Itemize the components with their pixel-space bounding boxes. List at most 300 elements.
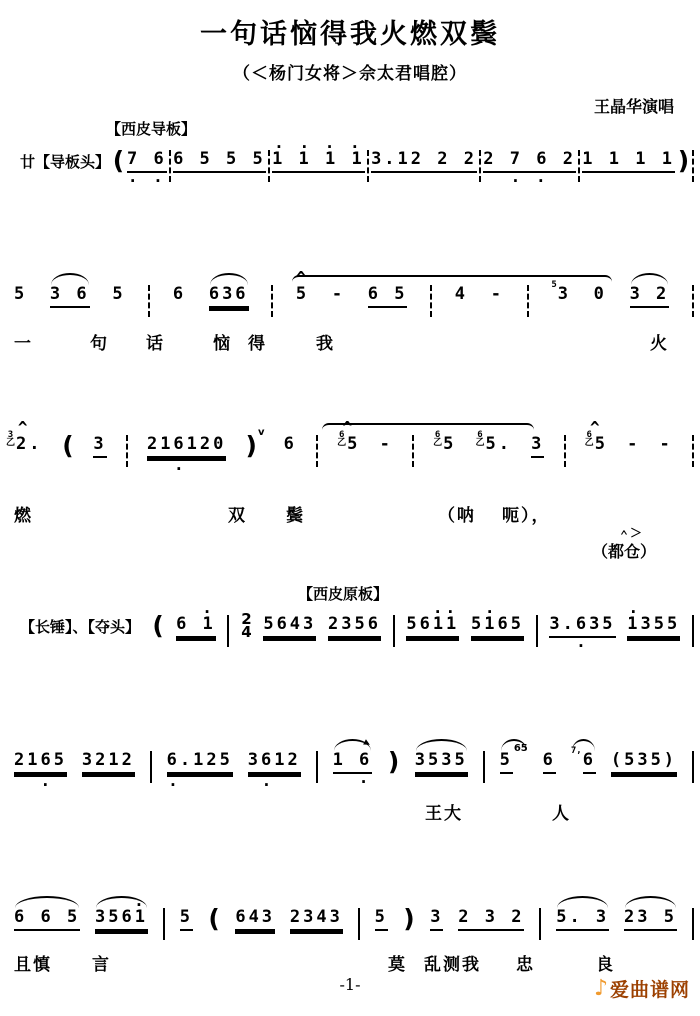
parenthesis <box>208 896 221 942</box>
barline-dash <box>692 150 694 182</box>
note-digits: 23 5 <box>624 907 677 931</box>
octave-dots-below <box>491 641 504 651</box>
note-digits: 6 <box>543 750 556 774</box>
grace-note <box>585 431 594 447</box>
music-system-3 <box>0 405 700 561</box>
barline-dash <box>367 150 369 182</box>
note-digits: 3212 <box>82 750 135 774</box>
slur-arc <box>292 268 612 290</box>
grace-note-digit: 6 <box>586 430 592 440</box>
octave-dots-below <box>190 641 203 651</box>
octave-dots-above <box>576 896 589 907</box>
octave-dots-above <box>348 603 361 614</box>
music-system-6 <box>0 878 700 978</box>
note-digits: 5 <box>112 284 126 304</box>
lyric: 话 <box>146 334 165 354</box>
octave-dots-above <box>638 739 651 750</box>
parenthesis <box>62 423 75 469</box>
barline-dash <box>126 435 128 467</box>
note-digits: 6 <box>283 434 297 454</box>
page-footer <box>0 975 700 1005</box>
lyric: 且慎 <box>14 955 52 975</box>
note-cell <box>263 603 316 651</box>
parenthesis <box>403 896 416 942</box>
note-digits: 7 6 <box>127 149 167 173</box>
lyric: 人 <box>552 804 571 824</box>
note-row <box>0 598 694 651</box>
watermark-link[interactable] <box>594 975 690 1002</box>
octave-dots-above <box>283 603 296 614</box>
note-digits: 3 <box>557 284 571 304</box>
octave-dots-below <box>18 456 31 466</box>
music-system-2 <box>0 255 700 355</box>
octave-dots-below <box>576 931 589 941</box>
note-cell <box>406 598 460 651</box>
barline-dash <box>564 435 566 467</box>
barline-dash <box>692 435 694 467</box>
octave-dots-below <box>455 306 468 316</box>
note-digits: 3.635 <box>549 614 615 638</box>
octave-dots-below <box>660 456 673 466</box>
note-digits: 0 <box>593 284 607 304</box>
octave-dots-above <box>622 138 635 149</box>
time-signature-digit: 4 <box>241 623 252 641</box>
note-digits: 636 <box>209 284 249 308</box>
note-digits: ( <box>62 431 74 460</box>
lyric: 双 <box>228 506 247 526</box>
note-digits: - <box>379 434 393 454</box>
lyric: 我 <box>316 334 335 354</box>
grace-note-digit: 乙 <box>337 438 347 448</box>
page-subtitle: （＜杨门女将＞佘太君唱腔） <box>233 64 467 84</box>
note-cell <box>471 598 524 651</box>
note-cell <box>6 418 43 466</box>
note-cell <box>284 423 297 466</box>
note-digits: - <box>659 434 673 454</box>
octave-dots-above <box>660 423 673 434</box>
note-digits: 643 <box>235 907 275 931</box>
note-cell <box>14 896 80 941</box>
octave-dots-above <box>141 138 154 149</box>
banqiang-tag: 【西皮原板】 <box>298 585 389 603</box>
note-digits: 3 <box>430 907 443 931</box>
octave-dots-below <box>249 934 262 944</box>
note-cell <box>415 739 468 787</box>
octave-dots-above <box>576 603 589 614</box>
lyric: 鬓 <box>286 506 305 526</box>
grace-note-digit: 乙 <box>6 438 16 448</box>
octave-dots-above <box>543 739 556 750</box>
parenthesis <box>387 739 400 785</box>
barline-solid <box>150 751 152 783</box>
note-digits: 2. <box>16 434 43 454</box>
lyric: 良 <box>596 955 615 975</box>
grace-note-digit: 乙 <box>433 438 443 448</box>
octave-dots-above <box>180 896 193 907</box>
note-digits: 6 5 5 5 <box>173 149 266 173</box>
octave-dots-below <box>638 777 651 787</box>
note-digits: 1 1 1 1 <box>582 149 675 173</box>
octave-dots-above <box>222 273 235 284</box>
note-digits: 3 <box>531 434 544 458</box>
octave-dots-below <box>296 306 309 316</box>
barline-dash <box>169 150 171 182</box>
system-label: 【长锤】、【夺头】 <box>20 618 141 636</box>
note-digits: 5 <box>375 907 388 931</box>
note-cell <box>549 603 616 651</box>
note-cell <box>93 423 106 468</box>
note-cell <box>627 423 640 466</box>
note-cell <box>571 739 596 784</box>
note-digits: ) <box>387 747 400 776</box>
note-cell <box>556 896 609 941</box>
octave-dots-below <box>381 308 394 318</box>
note-cell <box>500 739 528 784</box>
octave-dots-below <box>487 456 500 466</box>
note-digits: 5 <box>295 284 310 304</box>
octave-dots-below <box>348 641 361 651</box>
note-cell <box>50 273 90 318</box>
lyric: 燃 <box>14 506 33 526</box>
octave-dots-below <box>102 777 115 787</box>
note-digits: 5611 <box>406 614 459 638</box>
barline-dash <box>479 150 481 182</box>
grace-note-digit: 乙 <box>475 438 485 448</box>
octave-dots-above <box>523 138 536 149</box>
note-digits: 6.125 <box>167 750 233 774</box>
note-digits: ) <box>245 431 257 460</box>
octave-dots-above <box>418 138 431 149</box>
note-digits: 5. 3 <box>556 907 609 931</box>
octave-dots-below <box>208 932 221 942</box>
note-digits: ) <box>677 146 690 175</box>
octave-dots-above <box>310 896 323 907</box>
percussion-annotation <box>592 527 656 562</box>
octave-dots-below <box>14 306 27 316</box>
barline-solid <box>692 615 694 647</box>
octave-dots-below: . <box>248 771 300 790</box>
octave-dots-above <box>284 423 297 434</box>
octave-dots-below <box>112 174 125 184</box>
note-digits: 2165 <box>14 750 67 774</box>
octave-dots-below <box>387 775 400 785</box>
note-cell <box>235 896 275 944</box>
page-number: -1- <box>339 975 361 994</box>
octave-dots-above: ^ <box>342 418 356 437</box>
barline-dash <box>148 285 150 317</box>
octave-dots-below <box>435 777 448 787</box>
note-digits: 216120 <box>147 434 226 458</box>
octave-dots-below: . <box>15 771 66 790</box>
octave-dots-below <box>312 173 325 183</box>
watermark-site-name: 爱曲谱网 <box>609 979 690 1001</box>
time-signature-digit: 2 <box>241 610 252 628</box>
octave-dots-below <box>677 174 690 184</box>
note-cell <box>173 273 186 316</box>
slur-arc <box>322 418 534 438</box>
note-digits: 3612 <box>248 750 301 774</box>
octave-dots-below: . . <box>127 167 166 186</box>
note-digits: 5 <box>180 907 193 931</box>
note-cell <box>112 273 125 316</box>
note-digits: 3 <box>93 434 106 458</box>
percussion-text: （都仓） <box>592 542 657 561</box>
octave-dots-above <box>34 739 47 750</box>
accent-marks: ＾＞ <box>606 526 643 540</box>
octave-dots-above <box>268 739 281 750</box>
octave-dots-above <box>249 896 262 907</box>
note-cell <box>14 739 67 790</box>
note-digits: (535) <box>611 750 677 774</box>
note-digits: 6 6 5 <box>14 907 80 931</box>
barline-solid <box>163 908 165 940</box>
parenthesis <box>112 138 125 184</box>
note-digits: 6 1 <box>176 614 216 638</box>
note-digits: 3535 <box>415 750 468 774</box>
barline-dash <box>268 150 270 182</box>
octave-dots-below <box>310 934 323 944</box>
octave-dots-below <box>375 931 388 941</box>
note-digits: ( <box>152 611 164 640</box>
octave-dots-above: . <box>472 598 523 617</box>
music-note-icon: ♪ <box>593 975 608 1001</box>
lyric: （呐 <box>438 506 476 526</box>
octave-dots-above <box>63 273 76 284</box>
barline-dash <box>412 435 414 467</box>
octave-dots-below <box>594 306 607 316</box>
octave-dots-below <box>622 173 635 183</box>
octave-dots-below <box>94 458 107 468</box>
note-cell <box>14 273 27 316</box>
octave-dots-below <box>418 173 431 183</box>
octave-dots-below <box>332 306 345 316</box>
note-row <box>0 133 694 186</box>
grace-note-digit: 6 <box>477 430 483 440</box>
barline-solid <box>393 615 395 647</box>
note-cell <box>375 896 388 941</box>
note-digits: 2 3 2 <box>458 907 524 931</box>
note-digits: - <box>490 284 504 304</box>
lyric: 呃）， <box>502 506 551 526</box>
note-cell <box>430 896 443 941</box>
note-digits: 2356 <box>328 614 381 638</box>
note-digits: 6 5 <box>368 284 408 308</box>
note-cell <box>290 896 343 944</box>
note-digits: ( <box>208 904 220 933</box>
octave-dots-above <box>14 273 27 284</box>
octave-dots-above <box>643 273 656 284</box>
barline-solid <box>483 751 485 783</box>
note-cell <box>458 896 524 941</box>
barline-solid <box>692 751 694 783</box>
note-digits: 3561 <box>95 907 148 931</box>
octave-dots-below <box>63 308 76 318</box>
octave-dots-above: ^ <box>17 418 31 437</box>
barline-dash <box>692 285 694 317</box>
octave-dots-above <box>102 739 115 750</box>
note-cell <box>272 133 365 183</box>
octave-dots-below <box>590 456 603 466</box>
octave-dots-above <box>375 896 388 907</box>
note-row <box>0 739 694 790</box>
octave-dots-below <box>113 306 126 316</box>
octave-dots-below <box>222 311 235 321</box>
note-digits: 5 <box>594 434 608 454</box>
note-cell <box>127 138 167 186</box>
octave-dots-above <box>644 896 657 907</box>
note-digits: 6 <box>583 750 596 774</box>
music-system-4 <box>0 583 700 668</box>
octave-dots-above <box>435 739 448 750</box>
octave-dots-below: . <box>168 771 232 790</box>
lyric: 王大 <box>425 804 463 824</box>
note-digits: 5165 <box>471 614 524 638</box>
octave-dots-above: ^ <box>296 268 309 287</box>
note-cell <box>173 138 266 183</box>
parenthesis <box>677 138 690 184</box>
note-digits: 5 <box>443 434 457 454</box>
lyric: 得 <box>248 334 267 354</box>
lyric: 言 <box>92 955 111 975</box>
barline-solid <box>227 615 229 647</box>
octave-dots-above <box>485 896 498 907</box>
note-row <box>0 891 694 944</box>
note-digits: - <box>627 434 641 454</box>
octave-dots-above <box>213 138 226 149</box>
note-cell <box>543 739 556 784</box>
lyric: 乱测我 <box>424 955 481 975</box>
banqiang-tag: 【西皮导板】 <box>106 120 197 138</box>
octave-dots-below <box>62 459 75 469</box>
grace-note <box>6 431 15 447</box>
octave-dots-above <box>180 423 193 434</box>
lyric: 莫 <box>388 955 407 975</box>
octave-dots-above <box>94 423 107 434</box>
octave-dots-below <box>485 931 498 941</box>
octave-dots-above: . <box>628 598 679 617</box>
octave-dots-below <box>115 934 128 944</box>
barline-dash <box>271 285 273 317</box>
grace-note-digit: 6 <box>434 430 441 440</box>
octave-dots-below: . <box>550 632 615 651</box>
octave-dots-above: . <box>176 598 215 617</box>
octave-dots-below <box>438 456 451 466</box>
octave-dots-below <box>283 641 296 651</box>
octave-dots-above <box>627 423 640 434</box>
note-cell <box>180 896 193 941</box>
octave-dots-below <box>643 308 656 318</box>
ornament-mark: v <box>257 427 265 438</box>
note-digits: 1 1 1 1 <box>272 149 365 173</box>
octave-dots-below <box>531 458 544 468</box>
lyric: 忠 <box>516 955 535 975</box>
octave-dots-above <box>193 739 206 750</box>
grace-note-digit: 7, <box>570 746 582 756</box>
note-cell <box>82 739 135 787</box>
octave-dots-below <box>644 931 657 941</box>
music-system-5 <box>0 723 700 823</box>
octave-dots-below <box>152 639 165 649</box>
note-digits: 5 <box>500 750 513 774</box>
octave-dots-above <box>113 273 126 284</box>
octave-dots-above <box>430 896 443 907</box>
barline-solid <box>539 908 541 940</box>
note-digits: 5 <box>14 284 28 304</box>
note-cell <box>209 273 249 321</box>
barline-solid <box>536 615 538 647</box>
octave-dots-above: . . . . <box>274 133 363 152</box>
note-cell <box>176 598 216 651</box>
octave-dots-below <box>403 932 416 942</box>
note-cell <box>624 896 677 941</box>
note-digits: 5 <box>347 434 361 454</box>
octave-dots-below <box>180 931 193 941</box>
note-digits: 1355 <box>627 614 680 638</box>
barline-solid <box>316 751 318 783</box>
lyric: 句 <box>90 334 109 354</box>
octave-dots-below <box>491 306 504 316</box>
parenthesis <box>152 603 165 649</box>
octave-dots-below <box>543 774 556 784</box>
note-cell <box>247 739 301 790</box>
lyric: 一 <box>14 334 33 354</box>
note-digits: 1 6 <box>333 750 373 774</box>
note-digits: 3.12 2 2 <box>371 149 477 173</box>
octave-dots-below: . . <box>485 167 574 186</box>
note-cell <box>483 138 576 186</box>
note-digits: 2 7 6 2 <box>483 149 576 173</box>
lyric: 火 <box>650 334 669 354</box>
octave-dots-below <box>380 456 393 466</box>
grace-note-digit: 5 <box>551 280 557 290</box>
octave-dots-below: . <box>333 768 372 787</box>
note-digits: 2343 <box>290 907 343 931</box>
barline-dash <box>316 435 318 467</box>
octave-dots-above <box>173 273 186 284</box>
performer-credit: 王晶华演唱 <box>593 97 674 116</box>
octave-dots-below <box>507 774 520 784</box>
octave-dots-below <box>430 931 443 941</box>
octave-dots-above: ^ <box>589 418 603 437</box>
barline-dash <box>578 150 580 182</box>
octave-dots-below <box>647 641 660 651</box>
parenthesis <box>246 423 265 469</box>
grace-note-digit: 乙 <box>584 438 594 448</box>
music-system-1 <box>0 118 700 198</box>
octave-dots-below <box>627 456 640 466</box>
note-cell <box>659 423 672 466</box>
note-cell <box>627 598 681 651</box>
barline-solid <box>358 908 360 940</box>
octave-dots-below <box>213 173 226 183</box>
octave-dots-below <box>41 931 54 941</box>
octave-dots-below <box>173 306 186 316</box>
lyric: 恼 <box>213 334 232 354</box>
note-digits: 5643 <box>263 614 316 638</box>
note-cell <box>332 739 373 787</box>
page-title: 一句话恼得我火燃双鬓 <box>200 19 500 50</box>
octave-dots-above <box>346 739 359 750</box>
grace-note <box>571 747 582 755</box>
note-digits: 4 <box>454 284 469 304</box>
note-cell <box>582 138 675 183</box>
octave-dots-below: . <box>148 455 225 474</box>
octave-dots-below <box>249 459 262 469</box>
octave-dots-above: . <box>96 891 147 910</box>
time-signature <box>241 610 252 641</box>
note-cell <box>166 739 233 790</box>
note-digits: 3 2 <box>630 284 670 308</box>
